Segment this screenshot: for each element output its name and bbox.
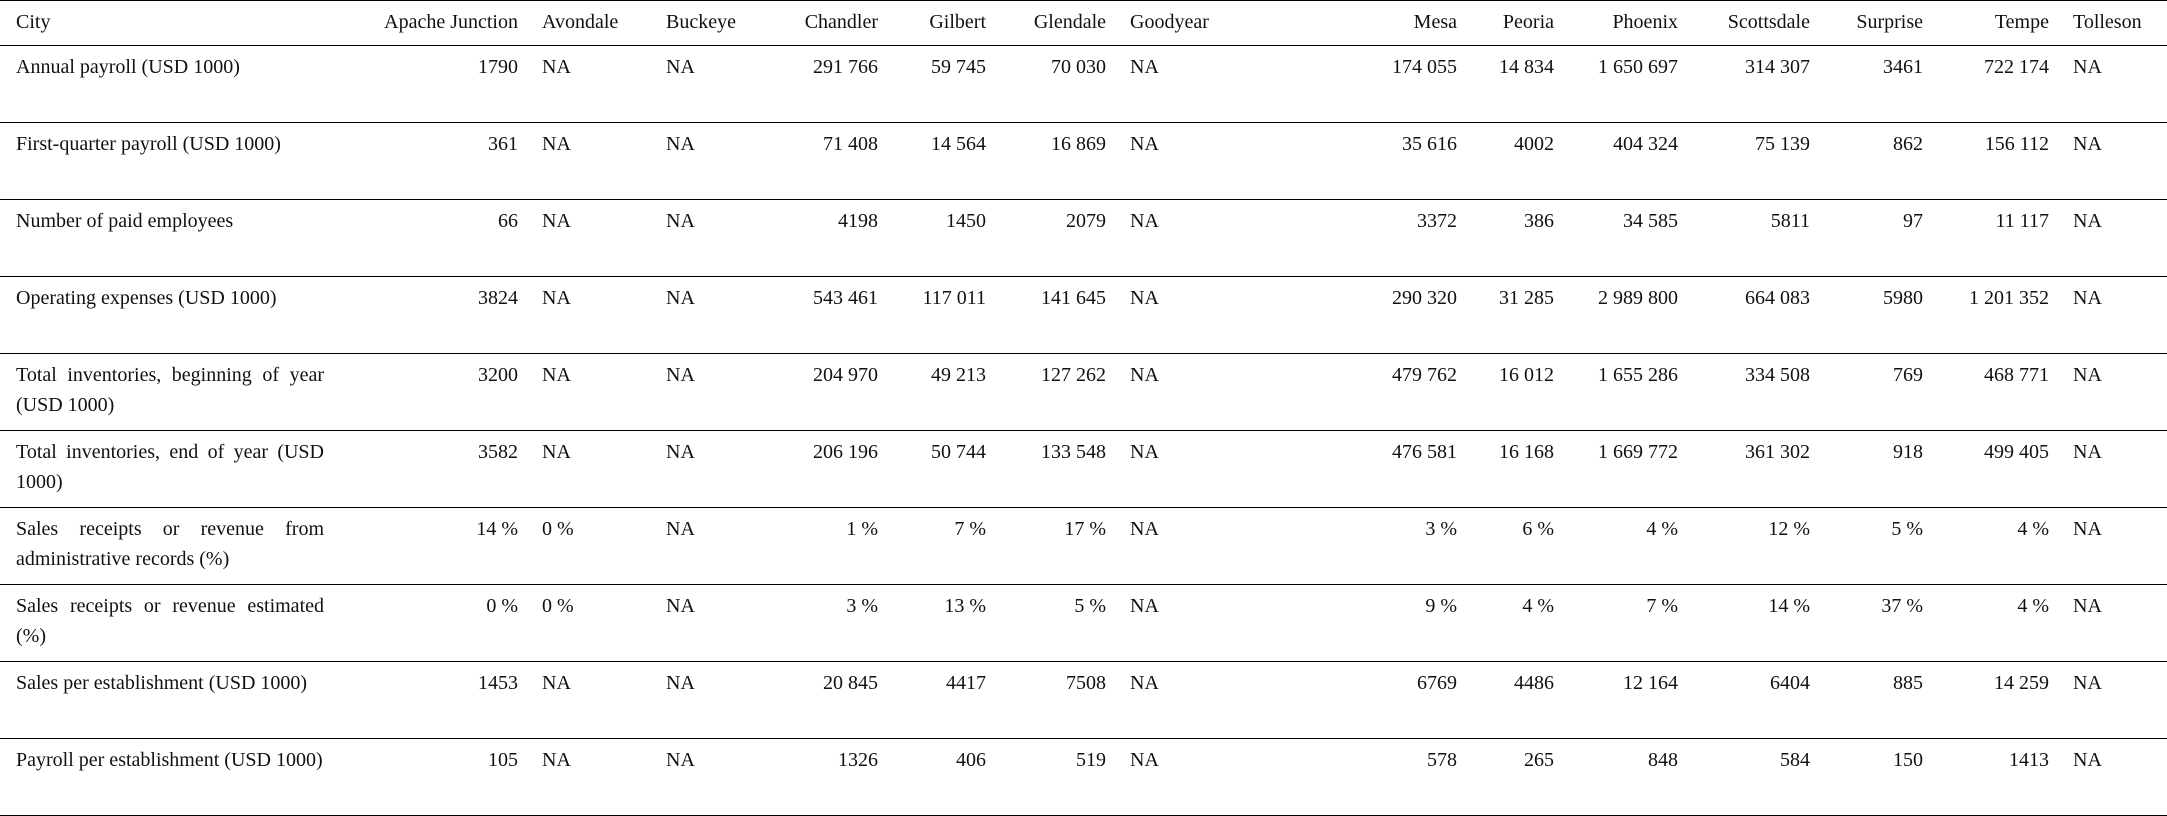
table-cell: 291 766 bbox=[772, 46, 890, 123]
table-cell: 5811 bbox=[1690, 200, 1822, 277]
table-cell: 3 % bbox=[772, 585, 890, 662]
table-cell: 0 % bbox=[336, 585, 530, 662]
table-cell: NA bbox=[1118, 662, 1249, 739]
table-cell: 4417 bbox=[890, 662, 998, 739]
table-cell: NA bbox=[2061, 277, 2167, 354]
table-cell: 66 bbox=[336, 200, 530, 277]
table-cell: NA bbox=[654, 585, 772, 662]
table-cell: 499 405 bbox=[1935, 431, 2061, 508]
table-cell: NA bbox=[654, 200, 772, 277]
table-cell: 35 616 bbox=[1249, 123, 1469, 200]
table-cell: 1453 bbox=[336, 662, 530, 739]
table-cell: 386 bbox=[1469, 200, 1566, 277]
table-cell: 1 655 286 bbox=[1566, 354, 1690, 431]
table-cell: NA bbox=[530, 123, 654, 200]
table-cell: 127 262 bbox=[998, 354, 1118, 431]
table-cell: 519 bbox=[998, 739, 1118, 816]
table-cell: 5980 bbox=[1822, 277, 1935, 354]
table-cell: NA bbox=[654, 662, 772, 739]
table-cell: NA bbox=[1118, 277, 1249, 354]
column-header: Glendale bbox=[998, 1, 1118, 46]
table-cell: 133 548 bbox=[998, 431, 1118, 508]
table-cell: 543 461 bbox=[772, 277, 890, 354]
table-cell: 476 581 bbox=[1249, 431, 1469, 508]
table-cell: 2079 bbox=[998, 200, 1118, 277]
table-cell: NA bbox=[1118, 123, 1249, 200]
row-label: Total inventories, end of year (USD 1000) bbox=[0, 431, 336, 508]
table-cell: 3582 bbox=[336, 431, 530, 508]
row-label: Operating expenses (USD 1000) bbox=[0, 277, 336, 354]
table-cell: 290 320 bbox=[1249, 277, 1469, 354]
table-cell: 578 bbox=[1249, 739, 1469, 816]
table-cell: 862 bbox=[1822, 123, 1935, 200]
table-cell: 6404 bbox=[1690, 662, 1822, 739]
table-cell: NA bbox=[654, 508, 772, 585]
table-cell: 37 % bbox=[1822, 585, 1935, 662]
table-cell: 105 bbox=[336, 739, 530, 816]
table-cell: NA bbox=[2061, 508, 2167, 585]
table-cell: 3200 bbox=[336, 354, 530, 431]
table-cell: NA bbox=[2061, 662, 2167, 739]
table-cell: NA bbox=[530, 46, 654, 123]
column-header: Gilbert bbox=[890, 1, 998, 46]
table-cell: 361 bbox=[336, 123, 530, 200]
table-cell: 6 % bbox=[1469, 508, 1566, 585]
table-row bbox=[0, 277, 2167, 354]
row-label: First-quarter payroll (USD 1000) bbox=[0, 123, 336, 200]
table-cell: NA bbox=[530, 354, 654, 431]
table-row bbox=[0, 585, 2167, 662]
column-header: Phoenix bbox=[1566, 1, 1690, 46]
table-cell: 14 259 bbox=[1935, 662, 2061, 739]
table-cell: 1 201 352 bbox=[1935, 277, 2061, 354]
table-cell: 0 % bbox=[530, 585, 654, 662]
table-cell: 97 bbox=[1822, 200, 1935, 277]
table-cell: 4002 bbox=[1469, 123, 1566, 200]
table-cell: 4 % bbox=[1935, 585, 2061, 662]
table-cell: 2 989 800 bbox=[1566, 277, 1690, 354]
row-label: Annual payroll (USD 1000) bbox=[0, 46, 336, 123]
table-cell: 1413 bbox=[1935, 739, 2061, 816]
table-cell: 13 % bbox=[890, 585, 998, 662]
column-header: Tolleson bbox=[2061, 1, 2167, 46]
table-cell: NA bbox=[1118, 200, 1249, 277]
header-row bbox=[0, 1, 2167, 46]
column-header: Mesa bbox=[1249, 1, 1469, 46]
table-cell: 4 % bbox=[1566, 508, 1690, 585]
table-cell: 1326 bbox=[772, 739, 890, 816]
table-cell: NA bbox=[1118, 46, 1249, 123]
table-cell: NA bbox=[2061, 431, 2167, 508]
row-label: Payroll per establishment (USD 1000) bbox=[0, 739, 336, 816]
table-cell: NA bbox=[2061, 585, 2167, 662]
table-row bbox=[0, 200, 2167, 277]
table-cell: 31 285 bbox=[1469, 277, 1566, 354]
table-cell: 71 408 bbox=[772, 123, 890, 200]
table-cell: 1 650 697 bbox=[1566, 46, 1690, 123]
table-cell: NA bbox=[654, 354, 772, 431]
row-label: Sales receipts or revenue estimated (%) bbox=[0, 585, 336, 662]
table-cell: 7 % bbox=[1566, 585, 1690, 662]
table-cell: 885 bbox=[1822, 662, 1935, 739]
table-cell: NA bbox=[654, 739, 772, 816]
table-cell: 17 % bbox=[998, 508, 1118, 585]
table-cell: 848 bbox=[1566, 739, 1690, 816]
table-cell: 7 % bbox=[890, 508, 998, 585]
column-header: Goodyear bbox=[1118, 1, 1249, 46]
table-cell: 0 % bbox=[530, 508, 654, 585]
row-label: Total inventories, beginning of year (USD 1000) bbox=[0, 354, 336, 431]
table-cell: NA bbox=[654, 123, 772, 200]
table-cell: NA bbox=[2061, 354, 2167, 431]
table-cell: NA bbox=[2061, 123, 2167, 200]
table-cell: 265 bbox=[1469, 739, 1566, 816]
table-cell: 1 % bbox=[772, 508, 890, 585]
column-header: Scottsdale bbox=[1690, 1, 1822, 46]
table-cell: 3461 bbox=[1822, 46, 1935, 123]
table-row bbox=[0, 354, 2167, 431]
table-row bbox=[0, 431, 2167, 508]
table-cell: NA bbox=[530, 200, 654, 277]
row-label: Sales per establishment (USD 1000) bbox=[0, 662, 336, 739]
table-row bbox=[0, 508, 2167, 585]
table-cell: NA bbox=[530, 739, 654, 816]
table-cell: 361 302 bbox=[1690, 431, 1822, 508]
table-cell: 6769 bbox=[1249, 662, 1469, 739]
table-cell: 9 % bbox=[1249, 585, 1469, 662]
table-cell: NA bbox=[530, 277, 654, 354]
table-cell: 11 117 bbox=[1935, 200, 2061, 277]
column-header-city: City bbox=[0, 1, 336, 46]
table-row bbox=[0, 739, 2167, 816]
table-cell: 156 112 bbox=[1935, 123, 2061, 200]
table-cell: 584 bbox=[1690, 739, 1822, 816]
table-cell: NA bbox=[2061, 200, 2167, 277]
table-cell: 12 164 bbox=[1566, 662, 1690, 739]
table-cell: 769 bbox=[1822, 354, 1935, 431]
table-cell: NA bbox=[654, 431, 772, 508]
row-label: Number of paid employees bbox=[0, 200, 336, 277]
table-cell: NA bbox=[1118, 508, 1249, 585]
table-cell: 34 585 bbox=[1566, 200, 1690, 277]
table-cell: 16 869 bbox=[998, 123, 1118, 200]
table-cell: 1 669 772 bbox=[1566, 431, 1690, 508]
table-cell: 117 011 bbox=[890, 277, 998, 354]
table-cell: 3372 bbox=[1249, 200, 1469, 277]
column-header: Chandler bbox=[772, 1, 890, 46]
table-cell: 5 % bbox=[1822, 508, 1935, 585]
table-cell: 334 508 bbox=[1690, 354, 1822, 431]
column-header: Tempe bbox=[1935, 1, 2061, 46]
table-cell: NA bbox=[654, 46, 772, 123]
table-cell: 14 % bbox=[336, 508, 530, 585]
table-cell: 141 645 bbox=[998, 277, 1118, 354]
column-header: Surprise bbox=[1822, 1, 1935, 46]
table-cell: 5 % bbox=[998, 585, 1118, 662]
column-header: Buckeye bbox=[654, 1, 772, 46]
table-cell: 7508 bbox=[998, 662, 1118, 739]
table-cell: 4486 bbox=[1469, 662, 1566, 739]
table-cell: NA bbox=[530, 431, 654, 508]
table-cell: NA bbox=[1118, 739, 1249, 816]
table-cell: 150 bbox=[1822, 739, 1935, 816]
table-cell: 204 970 bbox=[772, 354, 890, 431]
table-row bbox=[0, 123, 2167, 200]
table-header bbox=[0, 1, 2167, 46]
table-cell: 3 % bbox=[1249, 508, 1469, 585]
table-cell: 406 bbox=[890, 739, 998, 816]
table-cell: 20 845 bbox=[772, 662, 890, 739]
table-cell: 664 083 bbox=[1690, 277, 1822, 354]
table-cell: NA bbox=[530, 662, 654, 739]
column-header: Apache Junction bbox=[336, 1, 530, 46]
table-cell: 314 307 bbox=[1690, 46, 1822, 123]
table-cell: 4 % bbox=[1935, 508, 2061, 585]
table-cell: 49 213 bbox=[890, 354, 998, 431]
column-header: Avondale bbox=[530, 1, 654, 46]
table-cell: NA bbox=[2061, 739, 2167, 816]
table-cell: 722 174 bbox=[1935, 46, 2061, 123]
table-cell: 404 324 bbox=[1566, 123, 1690, 200]
table-cell: 59 745 bbox=[890, 46, 998, 123]
table-cell: NA bbox=[1118, 585, 1249, 662]
table-row bbox=[0, 662, 2167, 739]
table-cell: NA bbox=[1118, 354, 1249, 431]
table-cell: 479 762 bbox=[1249, 354, 1469, 431]
table-body bbox=[0, 46, 2167, 816]
table-cell: 16 012 bbox=[1469, 354, 1566, 431]
table-cell: 50 744 bbox=[890, 431, 998, 508]
table-cell: 918 bbox=[1822, 431, 1935, 508]
table-row bbox=[0, 46, 2167, 123]
table-cell: 4 % bbox=[1469, 585, 1566, 662]
table-cell: 3824 bbox=[336, 277, 530, 354]
table-cell: 75 139 bbox=[1690, 123, 1822, 200]
column-header: Peoria bbox=[1469, 1, 1566, 46]
table-cell: NA bbox=[1118, 431, 1249, 508]
row-label: Sales receipts or revenue from administrative records (%) bbox=[0, 508, 336, 585]
table-cell: 16 168 bbox=[1469, 431, 1566, 508]
table-cell: 468 771 bbox=[1935, 354, 2061, 431]
table-cell: 174 055 bbox=[1249, 46, 1469, 123]
table-cell: 14 564 bbox=[890, 123, 998, 200]
table-cell: NA bbox=[2061, 46, 2167, 123]
table-cell: 70 030 bbox=[998, 46, 1118, 123]
table-cell: 14 % bbox=[1690, 585, 1822, 662]
table-cell: NA bbox=[654, 277, 772, 354]
table-cell: 4198 bbox=[772, 200, 890, 277]
table-cell: 1450 bbox=[890, 200, 998, 277]
table-cell: 206 196 bbox=[772, 431, 890, 508]
table-cell: 1790 bbox=[336, 46, 530, 123]
table-cell: 12 % bbox=[1690, 508, 1822, 585]
table-cell: 14 834 bbox=[1469, 46, 1566, 123]
